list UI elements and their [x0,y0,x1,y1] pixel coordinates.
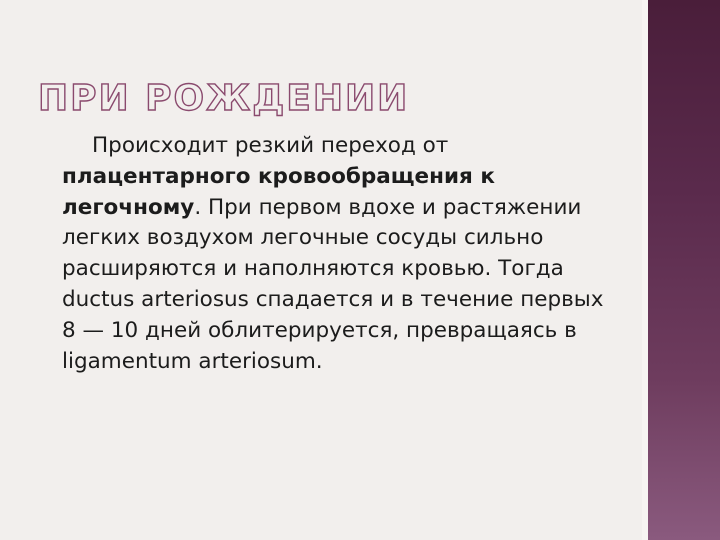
decorative-side-bar [642,0,720,540]
body-text-run-1: Происходит резкий переход от [92,133,449,158]
slide-title: ПРИ РОЖДЕНИИ [38,78,410,119]
side-bar-edge [642,0,648,540]
body-text-run-3: . При первом вдохе и растяжении легких воздухом легочные сосуды сильно расширяются и наполняются кровью. Тогда ductus arteriosus спадается и в течение первых 8 — 10 дней облитерируется, превращаясь в ligamentum arteriosum. [62,194,604,374]
slide-title-graphic [38,70,410,120]
body-paragraph [62,131,607,377]
body-text-bold-run: плацентарного кровообращения к легочному [62,163,495,220]
